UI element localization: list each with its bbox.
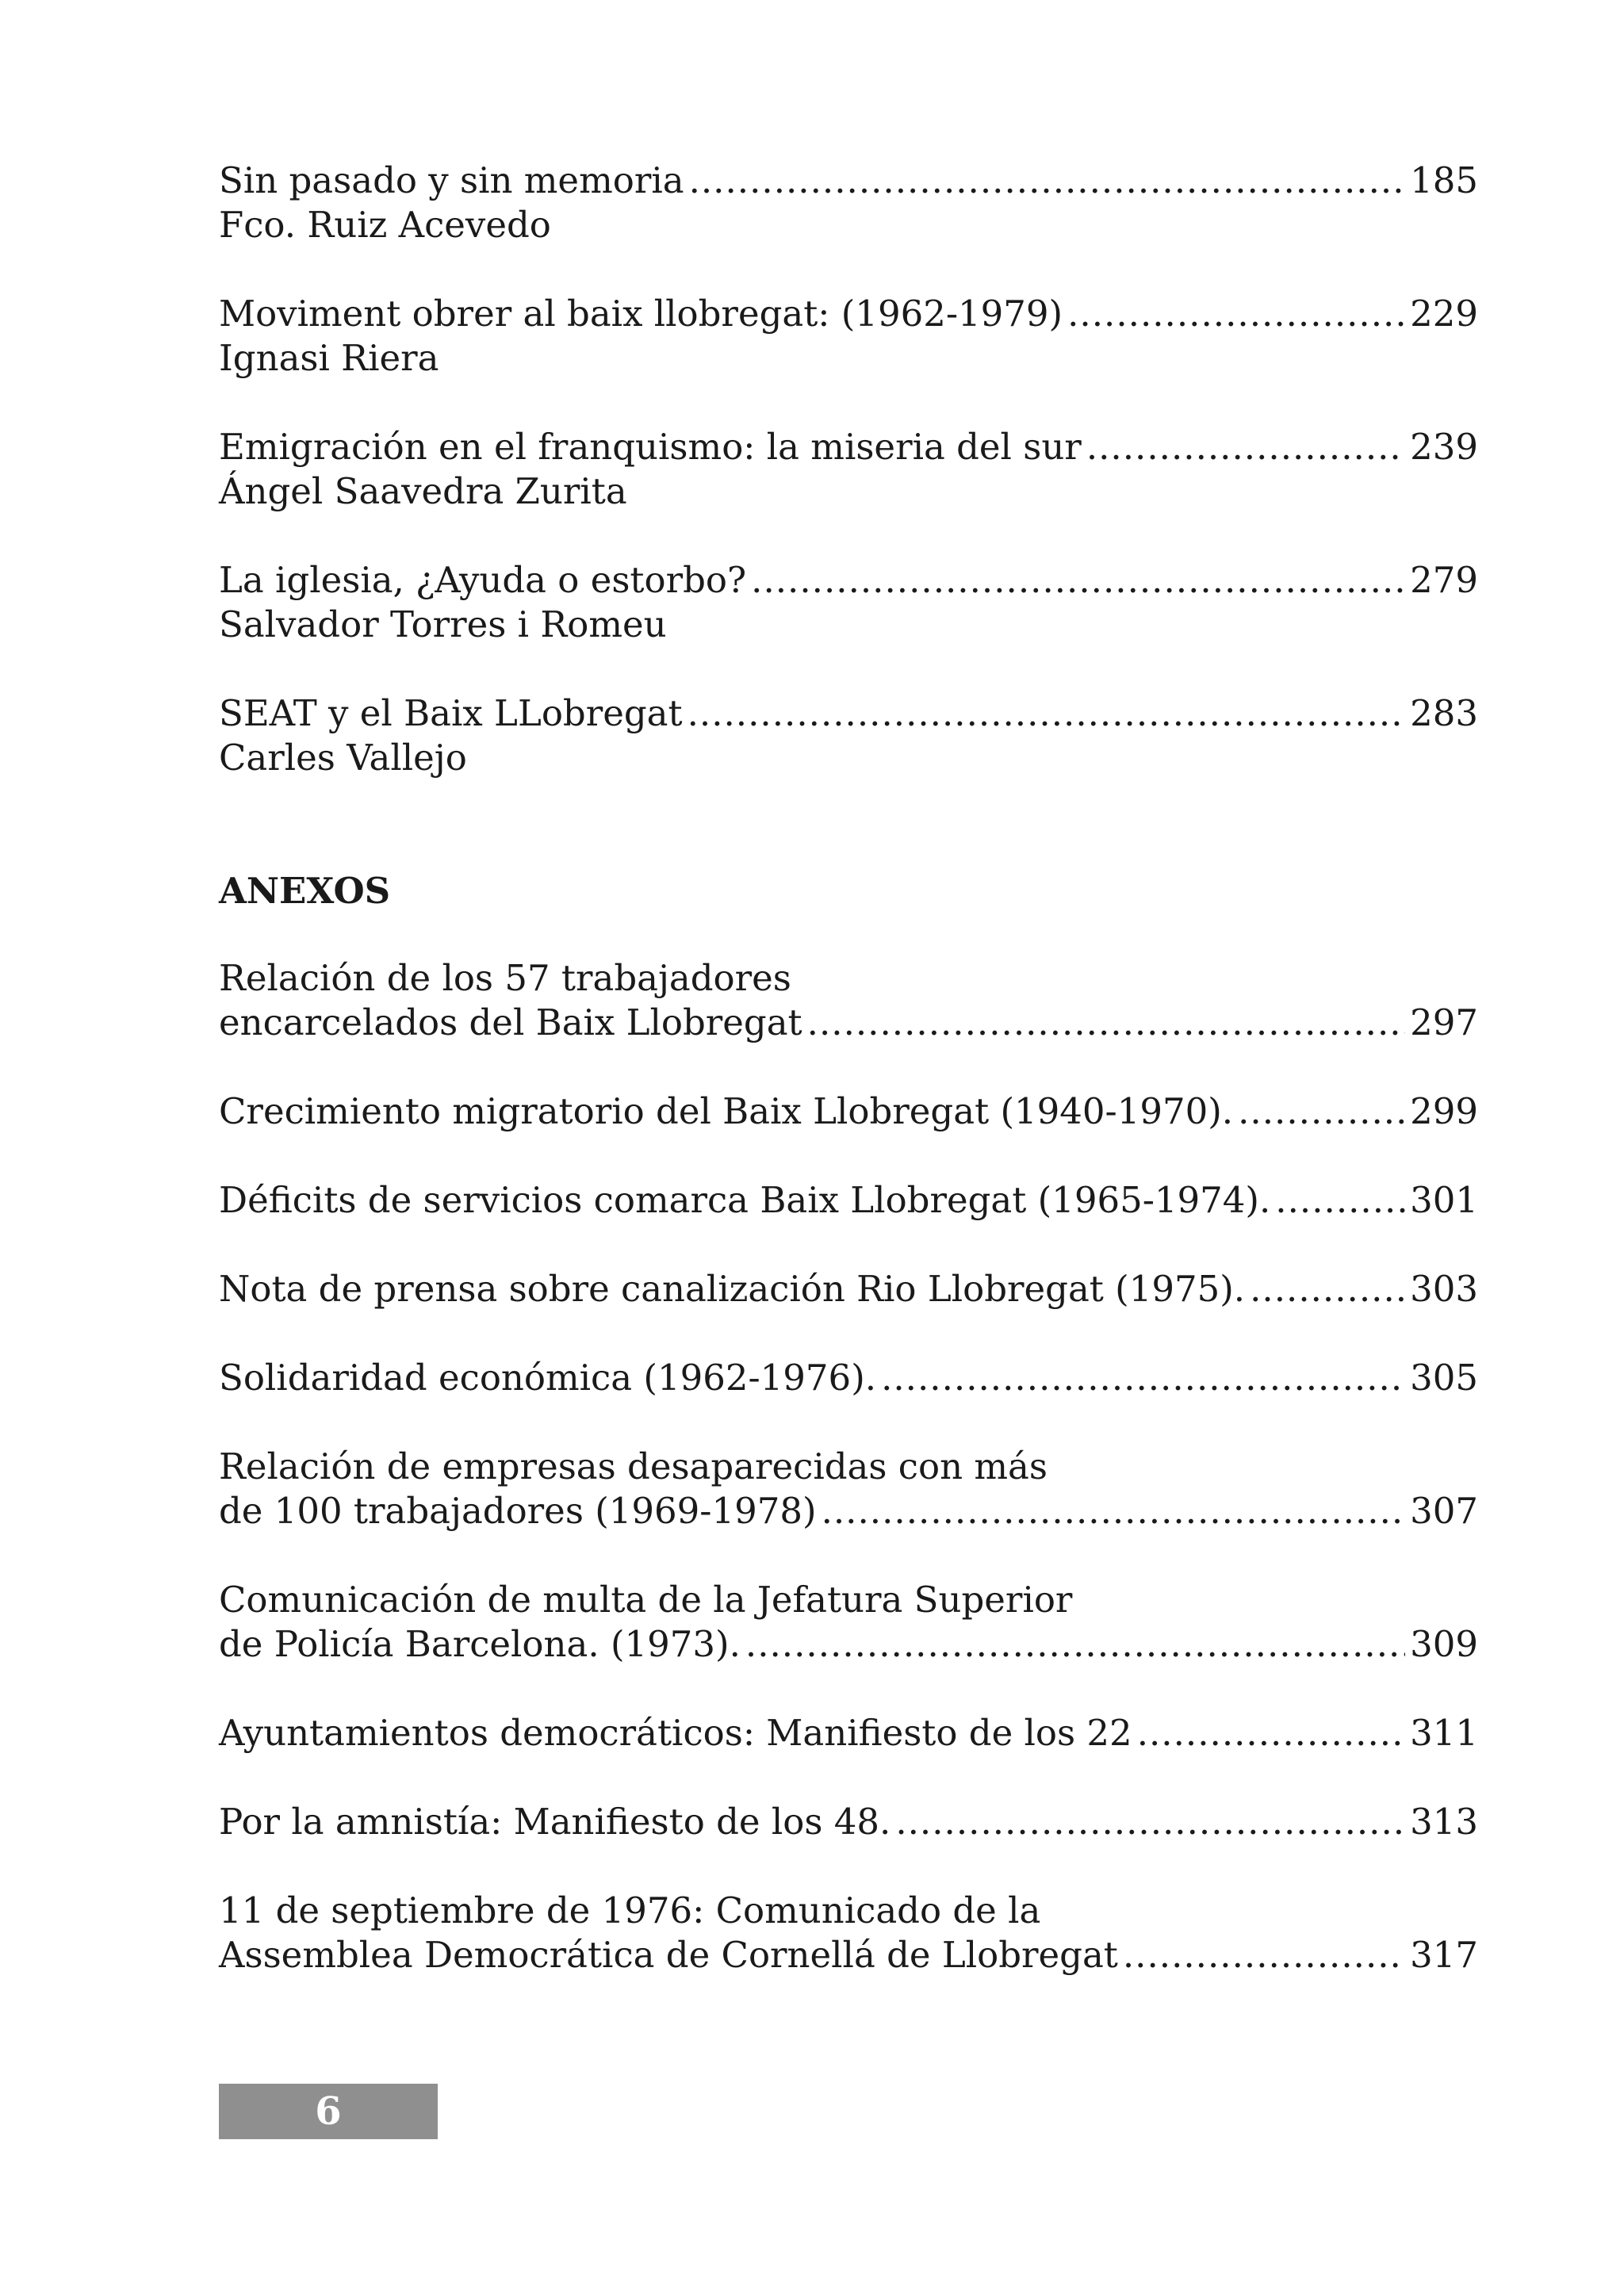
annex-title: Assemblea Democrática de Cornellá de Llobregat bbox=[219, 1934, 1118, 1976]
annex-entry-line bbox=[219, 1711, 1478, 1755]
annex-title: Solidaridad económica (1962-1976). bbox=[219, 1357, 877, 1399]
annex-entry-line bbox=[219, 1489, 1478, 1533]
entry-title: Moviment obrer al baix llobregat: (1962-1979) bbox=[219, 293, 1063, 335]
entry-page: 239 bbox=[1410, 426, 1478, 468]
entry-author: Ángel Saavedra Zurita bbox=[219, 470, 627, 512]
toc-entry-line bbox=[219, 292, 1478, 336]
entry-author: Ignasi Riera bbox=[219, 337, 439, 379]
entry-page: 283 bbox=[1410, 692, 1478, 734]
entry-page: 229 bbox=[1410, 293, 1478, 335]
annex-entry-line bbox=[219, 1178, 1478, 1223]
toc-entry bbox=[219, 159, 1478, 247]
annex-entry-line bbox=[219, 1356, 1478, 1400]
annex-entry-line bbox=[219, 1800, 1478, 1844]
annex-entry bbox=[219, 1089, 1478, 1134]
annex-title: Crecimiento migratorio del Baix Llobregat (1940-1970). bbox=[219, 1090, 1234, 1132]
annex-title: de Policía Barcelona. (1973). bbox=[219, 1623, 741, 1665]
annex-page: 311 bbox=[1410, 1712, 1478, 1754]
annex-entry-line bbox=[219, 1933, 1478, 1977]
entry-title: La iglesia, ¿Ayuda o estorbo? bbox=[219, 559, 747, 601]
annex-page: 307 bbox=[1410, 1490, 1478, 1532]
annex-entry bbox=[219, 1178, 1478, 1223]
dot-leader bbox=[895, 1800, 1405, 1844]
annex-page: 317 bbox=[1410, 1934, 1478, 1976]
dot-leader bbox=[1137, 1711, 1405, 1755]
annex-entry-line bbox=[219, 1001, 1478, 1045]
annex-page: 309 bbox=[1410, 1623, 1478, 1665]
dot-leader bbox=[1067, 292, 1405, 336]
entry-author: Fco. Ruiz Acevedo bbox=[219, 204, 551, 246]
dot-leader bbox=[1275, 1178, 1405, 1223]
annex-entry-line bbox=[219, 1622, 1478, 1667]
toc-entry bbox=[219, 691, 1478, 780]
annex-entry bbox=[219, 956, 1478, 1045]
annex-title: Nota de prensa sobre canalización Rio Llobregat (1975). bbox=[219, 1268, 1246, 1310]
dot-leader bbox=[1086, 425, 1405, 469]
dot-leader bbox=[689, 159, 1406, 203]
toc-entry-line bbox=[219, 691, 1478, 736]
dot-leader bbox=[807, 1001, 1405, 1045]
annex-heading: ANEXOS bbox=[219, 870, 391, 912]
entry-page: 185 bbox=[1410, 159, 1478, 201]
toc-entry-line bbox=[219, 425, 1478, 469]
toc-entry-line bbox=[219, 159, 1478, 203]
annex-title: de 100 trabajadores (1969-1978) bbox=[219, 1490, 817, 1532]
annex-title: encarcelados del Baix Llobregat bbox=[219, 1001, 802, 1043]
dot-leader bbox=[1250, 1267, 1405, 1311]
annex-page: 303 bbox=[1410, 1268, 1478, 1310]
toc-entry bbox=[219, 292, 1478, 381]
entry-author: Carles Vallejo bbox=[219, 737, 467, 779]
dot-leader bbox=[688, 691, 1406, 736]
annex-entry-line bbox=[219, 1089, 1478, 1134]
annex-first-line: Comunicación de multa de la Jefatura Superior bbox=[219, 1579, 1073, 1621]
annex-page: 299 bbox=[1410, 1090, 1478, 1132]
annex-title: Por la amnistía: Manifiesto de los 48. bbox=[219, 1801, 891, 1843]
annex-title: Ayuntamientos democráticos: Manifiesto de los 22 bbox=[219, 1712, 1132, 1754]
dot-leader bbox=[881, 1356, 1405, 1400]
dot-leader bbox=[822, 1489, 1406, 1533]
annex-entry bbox=[219, 1711, 1478, 1755]
page-number: 6 bbox=[219, 2084, 438, 2139]
dot-leader bbox=[1123, 1933, 1405, 1977]
annex-title: Déficits de servicios comarca Baix Llobregat (1965-1974). bbox=[219, 1179, 1271, 1221]
annex-entry bbox=[219, 1578, 1478, 1667]
entry-title: SEAT y el Baix LLobregat bbox=[219, 692, 683, 734]
annex-first-line: Relación de los 57 trabajadores bbox=[219, 957, 791, 999]
annex-entry bbox=[219, 1445, 1478, 1533]
dot-leader bbox=[1238, 1089, 1405, 1134]
entry-title: Emigración en el franquismo: la miseria del sur bbox=[219, 426, 1082, 468]
toc-entry bbox=[219, 425, 1478, 514]
annex-entry bbox=[219, 1267, 1478, 1311]
annex-page: 297 bbox=[1410, 1001, 1478, 1043]
dot-leader bbox=[751, 558, 1405, 603]
annex-entry bbox=[219, 1800, 1478, 1844]
toc-entry-line bbox=[219, 558, 1478, 603]
annex-page: 313 bbox=[1410, 1801, 1478, 1843]
dot-leader bbox=[745, 1622, 1405, 1667]
annex-first-line: Relación de empresas desaparecidas con más bbox=[219, 1445, 1048, 1487]
annex-page: 305 bbox=[1410, 1357, 1478, 1399]
toc-entry bbox=[219, 558, 1478, 647]
entry-author: Salvador Torres i Romeu bbox=[219, 603, 667, 645]
entry-title: Sin pasado y sin memoria bbox=[219, 159, 684, 201]
entry-page: 279 bbox=[1410, 559, 1478, 601]
annex-entry bbox=[219, 1889, 1478, 1977]
annex-entry-line bbox=[219, 1267, 1478, 1311]
annex-page: 301 bbox=[1410, 1179, 1478, 1221]
annex-first-line: 11 de septiembre de 1976: Comunicado de la bbox=[219, 1889, 1041, 1931]
annex-entry bbox=[219, 1356, 1478, 1400]
